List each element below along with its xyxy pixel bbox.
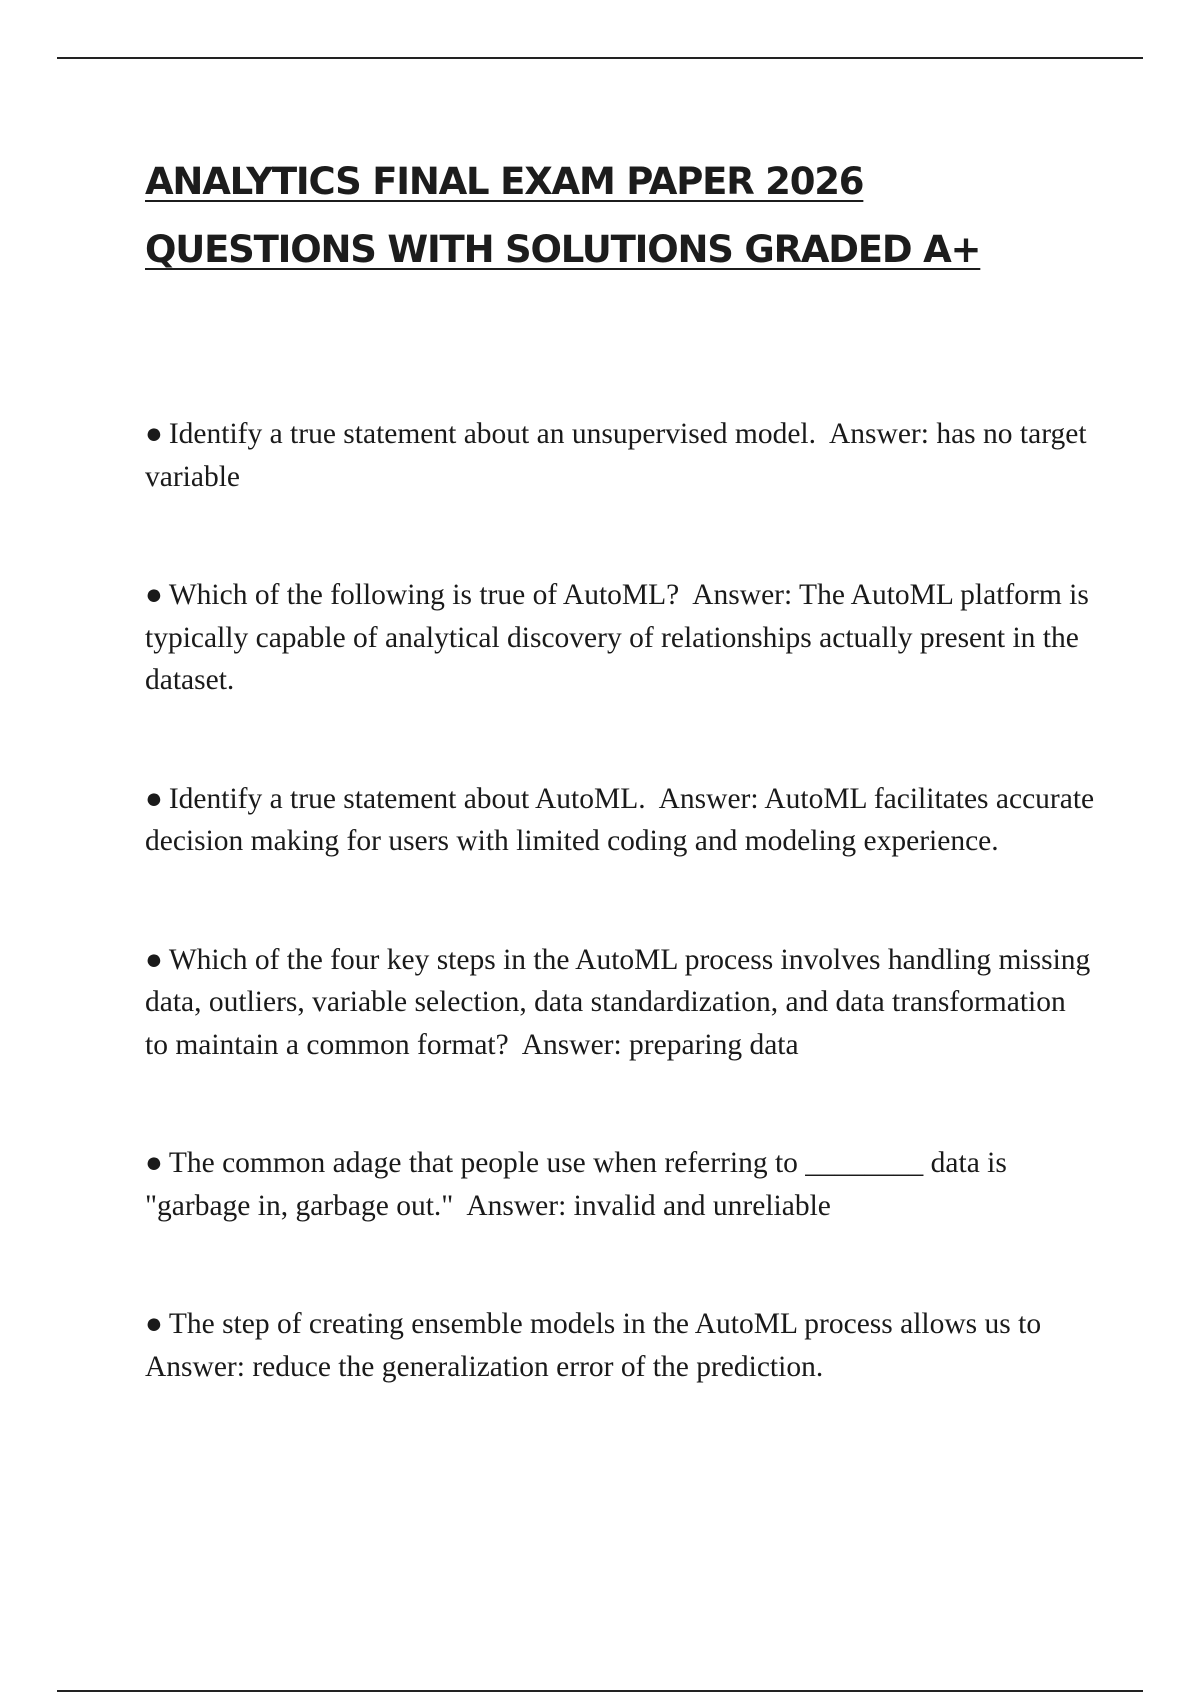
title-line-2: QUESTIONS WITH SOLUTIONS GRADED A+ xyxy=(145,228,981,271)
answer-text: Answer: invalid and unreliable xyxy=(466,1189,831,1222)
title-line-1: ANALYTICS FINAL EXAM PAPER 2026 xyxy=(145,160,864,203)
question-item-4 xyxy=(145,939,1095,1067)
top-rule xyxy=(57,57,1143,59)
bullet-icon: ● xyxy=(145,943,163,976)
question-item-3 xyxy=(145,778,1095,863)
question-text: Which of the following is true of AutoML? xyxy=(168,579,680,611)
question-item-5 xyxy=(145,1142,1095,1227)
question-text: The step of creating ensemble models in the AutoML process allows us to xyxy=(168,1308,1042,1340)
question-item-6 xyxy=(145,1303,1095,1388)
answer-text: Answer: AutoML facilitates accurate decision making for users with limited coding and modeling experience. xyxy=(145,782,1095,857)
page-title xyxy=(145,148,1105,284)
question-item-2 xyxy=(145,574,1095,702)
answer-text: Answer: The AutoML platform is typically capable of analytical discovery of relationships actually present in the dataset. xyxy=(145,579,1089,696)
question-text: Identify a true statement about an unsupervised model. xyxy=(168,418,816,450)
question-text: Which of the four key steps in the AutoML process involves handling missing data, outliers, variable selection, data standardization, and data transformation to maintain a common format? xyxy=(145,943,1091,1061)
bottom-rule xyxy=(57,1690,1143,1692)
question-text: The common adage that people use when referring to ________ data is "garbage in, garbage out." xyxy=(145,1147,1007,1222)
answer-text: Answer: reduce the generalization error of the prediction. xyxy=(145,1350,824,1383)
answer-text: Answer: preparing data xyxy=(521,1028,799,1061)
bullet-icon: ● xyxy=(145,418,163,450)
question-list xyxy=(145,413,1095,1464)
bullet-icon: ● xyxy=(145,579,163,611)
bullet-icon: ● xyxy=(145,782,163,815)
answer-text: Answer: has no target variable xyxy=(145,418,1087,493)
question-text: Identify a true statement about AutoML. xyxy=(168,782,646,815)
bullet-icon: ● xyxy=(145,1308,163,1340)
bullet-icon: ● xyxy=(145,1147,163,1179)
question-item-1 xyxy=(145,413,1095,498)
